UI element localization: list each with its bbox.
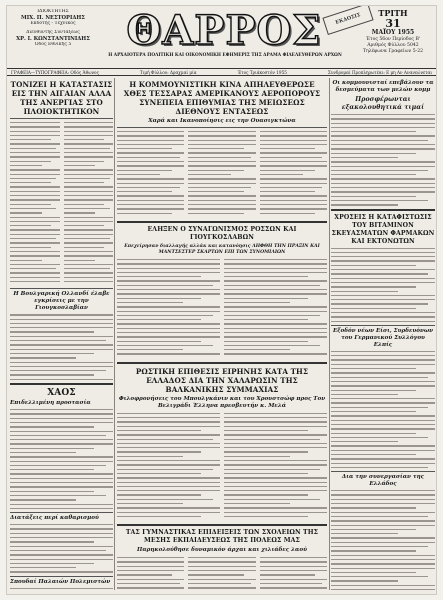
lead-subheadline: Χαρά και Ικανοποίησις εις την Ουασιγκτώνα bbox=[148, 118, 296, 124]
column-center bbox=[117, 78, 327, 590]
divider bbox=[117, 127, 327, 128]
column-divider bbox=[329, 78, 330, 590]
article-headline: Η Βουλγαρική Ολλανδί έλαβε εγκρίσεις με την Γιουγκοσλαβίαν bbox=[13, 291, 110, 312]
divider bbox=[10, 512, 113, 513]
weekday: ΤΡΙΤΗ bbox=[378, 8, 408, 18]
section-subtitle: Επιδελλιμένη προοτασία bbox=[10, 400, 91, 407]
text-block bbox=[10, 314, 113, 380]
text-block bbox=[188, 131, 255, 217]
masthead-left-info bbox=[11, 9, 95, 65]
text-block bbox=[260, 131, 327, 217]
column-right bbox=[331, 78, 435, 590]
divider bbox=[331, 209, 435, 211]
text-block bbox=[117, 557, 184, 590]
text-block bbox=[117, 131, 184, 217]
article-headline: Προσφέρωνται εξακολουθητικά τιμαί bbox=[341, 96, 425, 111]
edition-stamp: ΕΚΔΟΣΙΣ bbox=[322, 5, 373, 35]
text-block bbox=[331, 248, 435, 322]
text-block bbox=[331, 114, 435, 206]
info-item: ΓΡΑΦΕΙΑ—ΤΥΠΟΓΡΑΦΕΙΑ: Οδός Άθωνος bbox=[11, 69, 99, 75]
article-body bbox=[117, 556, 327, 590]
article-headline: ΤΑΣ ΓΥΜΝΑΣΤΙΚΑΣ ΕΠΙΔΕΙΞΕΙΣ ΤΩΝ ΣΧΟΛΕΙΩΝ ΤΗΣ ΜΕΣΗΣ ΕΚΠΑΙΔΕΥΣΕΩΣ ΤΗΣ ΠΟΛΕΩΣ ΜΑΣ bbox=[125, 529, 319, 545]
lead-headline: Η ΚΟΜΜΟΥΝΙΣΤΙΚΗ ΚΙΝΑ ΑΠΗΛΕΥΘΕΡΩΣΕ ΧΘΕΣ ΤΕΣΣΑΡΑΣ ΑΜΕΡΙΚΑΝΟΥΣ ΑΕΡΟΠΟΡΟΥΣ ΣΥΝΕΠΕΙΑ ΕΠΙΘΥΜΙΑΣ ΤΗΣ ΜΕΙΩΣΕΩΣ ΔΙΕΘΝΟΥΣ ΕΝΤΑΣΕΩΣ bbox=[123, 80, 321, 116]
article-subheadline: Φιλοφρονήσεις του Μπουλγκάνιν και του Χρουστσώφ προς Τον Βελιγράδι Έλληνα πρεσβευτήν κ. Μελά bbox=[118, 395, 326, 409]
newspaper-subtitle: Η ΑΡΧΑΙΟΤΕΡΑ ΠΟΛΙΤΙΚΗ ΚΑΙ ΟΙΚΟΝΟΜΙΚΗ ΕΦΗΜΕΡΙΣ ΤΗΣ ΔΡΑΜΑ ΦΙΛΕΛΕΥΘΕΡΩΝ ΑΡΧΩΝ bbox=[108, 53, 342, 58]
text-block bbox=[117, 413, 220, 520]
divider bbox=[10, 288, 113, 289]
column-left bbox=[10, 78, 113, 590]
article-headline: Οι κομμουνισταί επεβάλουν τα δεσμεύματα των μελών κομμ bbox=[332, 80, 434, 93]
divider bbox=[331, 471, 435, 472]
article-subheadline: Επεχείρησαν διαλλαγής αλλάκ και κατανόησις ΛΗΦΘΗ ΤΗΝ ΠΡΑΞΙΝ ΚΑΙ ΜΑΝΤΣΕΣΤΕΡ ΣΚΑΡΤΩΝ ΕΠΙ ΤΩΝ ΣΥΝΟΜΙΛΙΩΝ bbox=[124, 243, 320, 255]
divider bbox=[331, 325, 435, 326]
text-block bbox=[10, 122, 60, 285]
info-item: Συνδρομαί Προπληρωτέαι: Ε μη Αν Ανανεώνεται bbox=[327, 69, 432, 75]
text-block bbox=[224, 259, 327, 358]
masthead bbox=[7, 6, 436, 68]
left-line: Εκδότης - Τεχνικός bbox=[30, 21, 76, 26]
right-line: Έτος 56ον Περίοδος Β' bbox=[365, 37, 421, 42]
divider bbox=[10, 118, 113, 119]
article-subheadline: Παρηκολούθησε δυναμικόν άρχαι και χιλιάδες λαού bbox=[137, 547, 307, 554]
divider bbox=[117, 362, 327, 364]
column-divider bbox=[114, 78, 115, 590]
article-body bbox=[10, 121, 113, 286]
month-year: ΜΑΪΟΥ 1955 bbox=[371, 29, 415, 36]
article-headline: ΕΛΗΞΕΝ Ο ΣΥΝΑΓΩΝΙΣΜΟΣ ΡΟΣΣΩΝ ΚΑΙ ΓΙΟΥΓΚΟΣΛΑΒΩΝ bbox=[147, 225, 297, 241]
article-headline: Διατάξεις περί καθαρισμού bbox=[10, 515, 99, 522]
divider bbox=[10, 576, 113, 577]
left-line: Οδός Εθνικής 5 bbox=[34, 42, 72, 47]
text-block bbox=[10, 588, 113, 590]
article-headline: ΤΟΝΙΖΕΙ Η ΚΑΤΑΣΤΑΣΙΣ ΕΙΣ ΤΗΝ ΑΙΓΑΙΑΝ ΑΛΛΑ ΤΗΣ ΑΝΕΡΓΙΑΣ ΣΤΟ ΠΛΟΙΟΚΤΗΤΙΚΟΝ bbox=[10, 80, 113, 116]
article-headline: ΧΡΟΣΕΙΣ Η ΚΑΤΑΦΙΣΤΩΣΙΣ ΤΟΥ ΒΙΤΑΜΙΝΟΝ ΣΚΕΥΑΣΜΑΤΩΝ ΦΑΡΜΑΚΩΝ ΚΑΙ ΕΚΤΟΝΩΤΩΝ bbox=[331, 213, 435, 245]
left-line: ΧΡ. Ι. ΚΩΝΣΤΑΝΤΙΝΙΔΗΣ bbox=[16, 36, 90, 42]
divider bbox=[117, 221, 327, 223]
text-block bbox=[260, 557, 327, 590]
divider bbox=[117, 524, 327, 526]
left-line: ΜΙΧ. Π. ΝΕΣΤΟΡΙΔΗΣ bbox=[21, 15, 85, 21]
article-body bbox=[117, 258, 327, 359]
right-line: Αριθμός Φύλλου 5042 bbox=[367, 43, 419, 48]
article-headline: Δια την συνεργασίαν της Ελλάδος bbox=[341, 474, 425, 488]
left-line: ΙΔΙΟΚΤΗΤΗΣ bbox=[37, 9, 69, 14]
info-item: Έτος Τριάκοστόν 1955 bbox=[237, 69, 287, 75]
text-block bbox=[64, 122, 114, 285]
info-item: Τιμή Φύλλου: Δραχμαί μία bbox=[139, 69, 197, 75]
article-body bbox=[117, 130, 327, 218]
newspaper-title: ΘΑΡΡΟΣ bbox=[126, 6, 322, 54]
divider bbox=[10, 383, 113, 385]
article-headline: Σπουδαί Παλαιών Πολεμιστών bbox=[10, 578, 111, 585]
article-body bbox=[117, 412, 327, 521]
left-line: Διευθυντής Συντάξεως bbox=[26, 30, 80, 35]
text-block bbox=[117, 259, 220, 358]
masthead-date-box bbox=[354, 9, 432, 65]
text-block bbox=[10, 409, 113, 509]
newspaper-page bbox=[6, 5, 437, 595]
text-block bbox=[10, 524, 113, 573]
section-title: ΧΑΟΣ bbox=[47, 388, 76, 399]
date-number: 31 bbox=[385, 17, 401, 30]
article-headline: Εξοδόν νέων Είσι, Συρδευόνων του Γερμανικού Συλλόγου Ελπίς bbox=[332, 327, 434, 348]
right-line: Τηλέφωνα Γραφείων 5-22 bbox=[362, 49, 424, 54]
info-bar bbox=[7, 68, 436, 76]
article-headline: ΡΩΣΤΙΚΗ ΕΠΙΘΕΣΙΣ ΕΙΡΗΝΗΣ ΚΑΤΑ ΤΗΣ ΕΛΛΑΔΟΣ ΔΙΑ ΤΗΝ ΧΑΛΑΡΩΣΙΝ ΤΗΣ ΒΑΛΚΑΝΙΚΗΣ ΣΥΜΜΑΧΙΑΣ bbox=[135, 366, 309, 394]
text-block bbox=[331, 490, 435, 590]
text-block bbox=[224, 413, 327, 520]
text-block bbox=[188, 557, 255, 590]
text-block bbox=[331, 351, 435, 468]
